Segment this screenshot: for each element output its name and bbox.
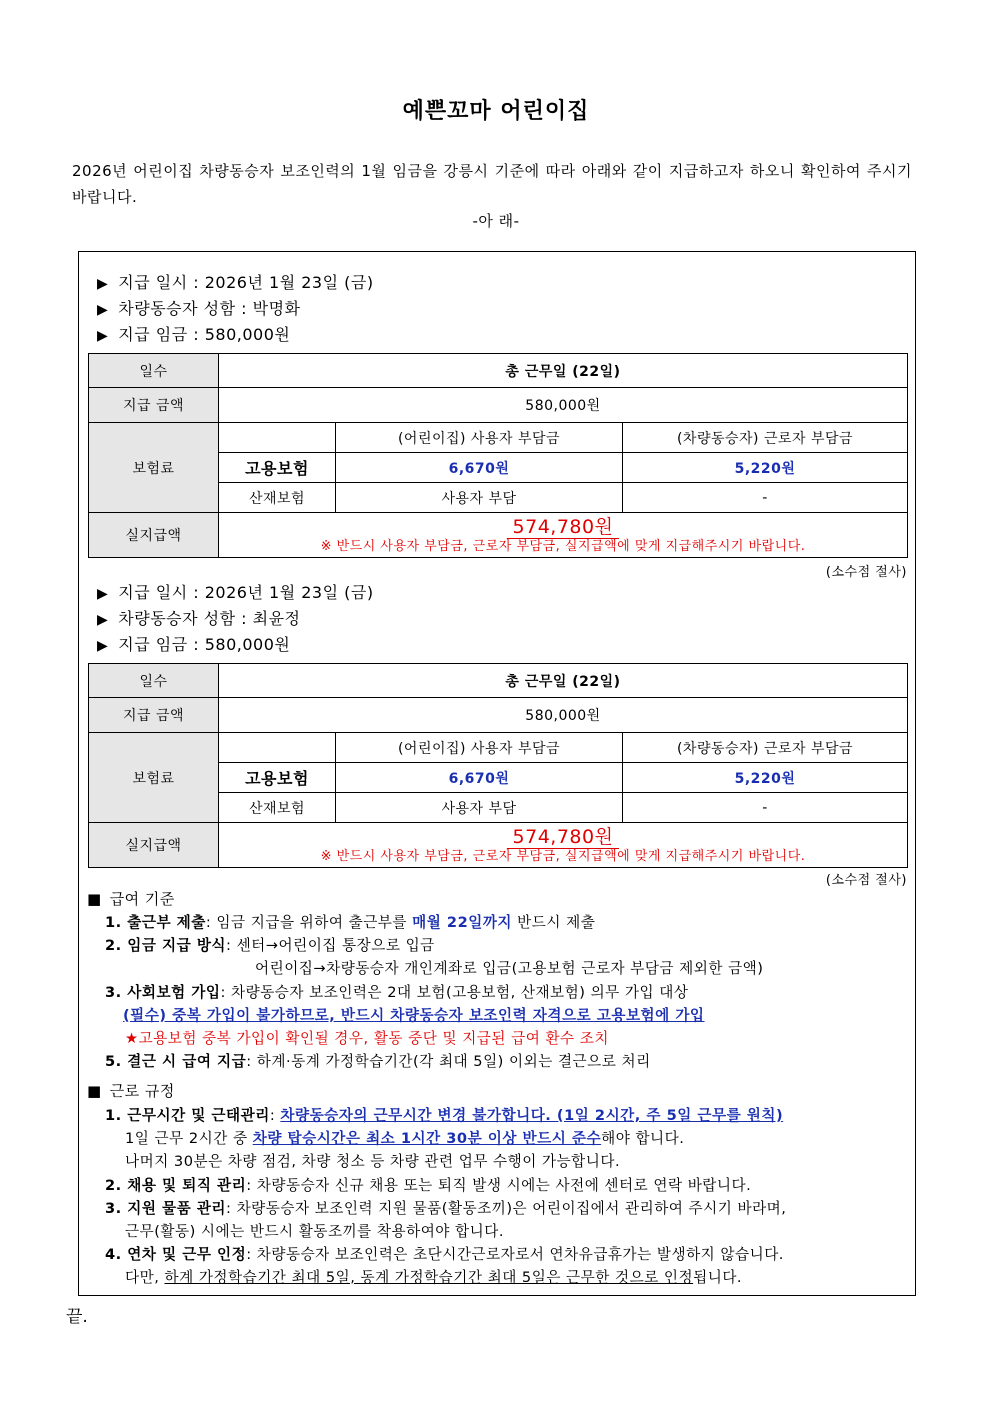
worker-header: (차량동승자) 근로자 부담금 (623, 733, 908, 763)
payment-2-name: ▶ 차량동승자 성함 : 최윤정 (97, 608, 301, 631)
arae-marker: -아 래- (472, 212, 520, 230)
employment-insurance-label: 고용보험 (219, 453, 336, 483)
criteria-item-3: 3. 사회보험 가입: 차량동승자 보조인력은 2대 보험(고용보험, 산재보험) 의무 가입 대상 (105, 984, 689, 1001)
net-note: ※ 반드시 사용자 부담금, 근로자 부담금, 실지급액에 맞게 지급해주시기 바랍니다. (320, 538, 806, 554)
rules-item-3b: 근무(활동) 시에는 반드시 활동조끼를 착용하여야 합니다. (125, 1223, 504, 1240)
payment-1-table (88, 353, 908, 558)
amount-value: 580,000원 (219, 388, 908, 423)
rules-heading: ■ 근로 규정 (87, 1082, 175, 1100)
intro-paragraph: 2026년 어린이집 차량동승자 보조인력의 1월 임금을 강릉시 기준에 따라 아래와 같이 지급하고자 하오니 확인하여 주시기 바랍니다. (72, 162, 912, 206)
square-bullet-icon: ■ (87, 890, 102, 908)
employment-worker-amount: 5,220원 (623, 453, 908, 483)
criteria-item-2: 2. 임금 지급 방식: 센터→어린이집 통장으로 입금 (105, 937, 435, 954)
criteria-item-5: 5. 결근 시 급여 지급: 하계·동계 가정학습기간(각 최대 5일) 이외는 결근으로 처리 (105, 1053, 651, 1070)
amount-value: 580,000원 (219, 698, 908, 733)
payment-1-wage: ▶ 지급 임금 : 580,000원 (97, 324, 290, 347)
net-label: 실지급액 (89, 513, 219, 558)
criteria-heading: ■ 급여 기준 (87, 890, 175, 908)
days-value: 총 근무일 (22일) (219, 354, 908, 388)
rules-item-3: 3. 지원 물품 관리: 차량동승자 보조인력 지원 물품(활동조끼)은 어린이집에서 관리하여 주시기 바라며, (105, 1200, 787, 1217)
rules-item-4: 4. 연차 및 근무 인정: 차량동승자 보조인력은 초단시간근로자로서 연차유급휴가는 발생하지 않습니다. (105, 1246, 784, 1263)
employment-insurance-label: 고용보험 (219, 763, 336, 793)
triangle-icon: ▶ (97, 638, 109, 654)
accident-insurance-label: 산재보험 (219, 483, 336, 513)
days-label: 일수 (89, 664, 219, 698)
accident-employer: 사용자 부담 (336, 483, 623, 513)
net-note: ※ 반드시 사용자 부담금, 근로자 부담금, 실지급액에 맞게 지급해주시기 바랍니다. (320, 848, 806, 864)
net-amount: 574,780원 (507, 826, 620, 849)
accident-worker: - (623, 483, 908, 513)
rules-item-1: 1. 근무시간 및 근태관리: 차량동승자의 근무시간 변경 불가합니다. (1일 2시간, 주 5일 근무를 원칙) (105, 1107, 784, 1124)
net-cell (219, 513, 908, 558)
criteria-item-2b: 어린이집→차량동승자 개인계좌로 입금(고용보험 근로자 부담금 제외한 금액) (255, 960, 764, 977)
triangle-icon: ▶ (97, 612, 109, 628)
end-mark: 끝. (66, 1307, 88, 1327)
accident-employer: 사용자 부담 (336, 793, 623, 823)
insurance-label: 보험료 (89, 423, 219, 513)
days-label: 일수 (89, 354, 219, 388)
net-label: 실지급액 (89, 823, 219, 868)
payment-1-date: ▶ 지급 일시 : 2026년 1월 23일 (금) (97, 272, 374, 295)
payment-2-table (88, 663, 908, 868)
truncation-note: (소수점 절사) (825, 565, 907, 580)
net-cell (219, 823, 908, 868)
rules-item-4b: 다만, 하계 가정학습기간 최대 5일, 동계 가정학습기간 최대 5일은 근무한 것으로 인정됩니다. (125, 1269, 743, 1286)
worker-header: (차량동승자) 근로자 부담금 (623, 423, 908, 453)
rules-item-2: 2. 채용 및 퇴직 관리: 차량동승자 신규 채용 또는 퇴직 발생 시에는 사전에 센터로 연락 바랍니다. (105, 1177, 752, 1194)
insurance-label: 보험료 (89, 733, 219, 823)
truncation-note: (소수점 절사) (825, 873, 907, 888)
accident-insurance-label: 산재보험 (219, 793, 336, 823)
employer-header: (어린이집) 사용자 부담금 (336, 423, 623, 453)
net-amount: 574,780원 (507, 516, 620, 539)
rules-item-1c: 나머지 30분은 차량 점검, 차량 청소 등 차량 관련 업무 수행이 가능합니다. (125, 1153, 621, 1170)
triangle-icon: ▶ (97, 328, 109, 344)
payment-1-name: ▶ 차량동승자 성함 : 박명화 (97, 298, 301, 321)
payment-2-wage: ▶ 지급 임금 : 580,000원 (97, 634, 290, 657)
accident-worker: - (623, 793, 908, 823)
criteria-item-3c: ★고용보험 중복 가입이 확인될 경우, 활동 중단 및 지급된 급여 환수 조치 (125, 1030, 609, 1047)
amount-label: 지급 금액 (89, 698, 219, 733)
triangle-icon: ▶ (97, 276, 109, 292)
employment-employer-amount: 6,670원 (336, 763, 623, 793)
content-box (78, 251, 916, 1296)
amount-label: 지급 금액 (89, 388, 219, 423)
employment-worker-amount: 5,220원 (623, 763, 908, 793)
employment-employer-amount: 6,670원 (336, 453, 623, 483)
triangle-icon: ▶ (97, 302, 109, 318)
page-title: 예쁜꼬마 어린이집 (402, 99, 590, 124)
criteria-item-1: 1. 출근부 제출: 임금 지급을 위하여 출근부를 매월 22일까지 반드시 제출 (105, 914, 596, 931)
rules-item-1b: 1일 근무 2시간 중 차량 탑승시간은 최소 1시간 30분 이상 반드시 준수해야 합니다. (125, 1130, 685, 1147)
employer-header: (어린이집) 사용자 부담금 (336, 733, 623, 763)
days-value: 총 근무일 (22일) (219, 664, 908, 698)
payment-2-date: ▶ 지급 일시 : 2026년 1월 23일 (금) (97, 582, 374, 605)
square-bullet-icon: ■ (87, 1082, 102, 1100)
criteria-item-3b: (필수) 중복 가입이 불가하므로, 반드시 차량동승자 보조인력 자격으로 고용보험에 가입 (123, 1007, 705, 1024)
triangle-icon: ▶ (97, 586, 109, 602)
